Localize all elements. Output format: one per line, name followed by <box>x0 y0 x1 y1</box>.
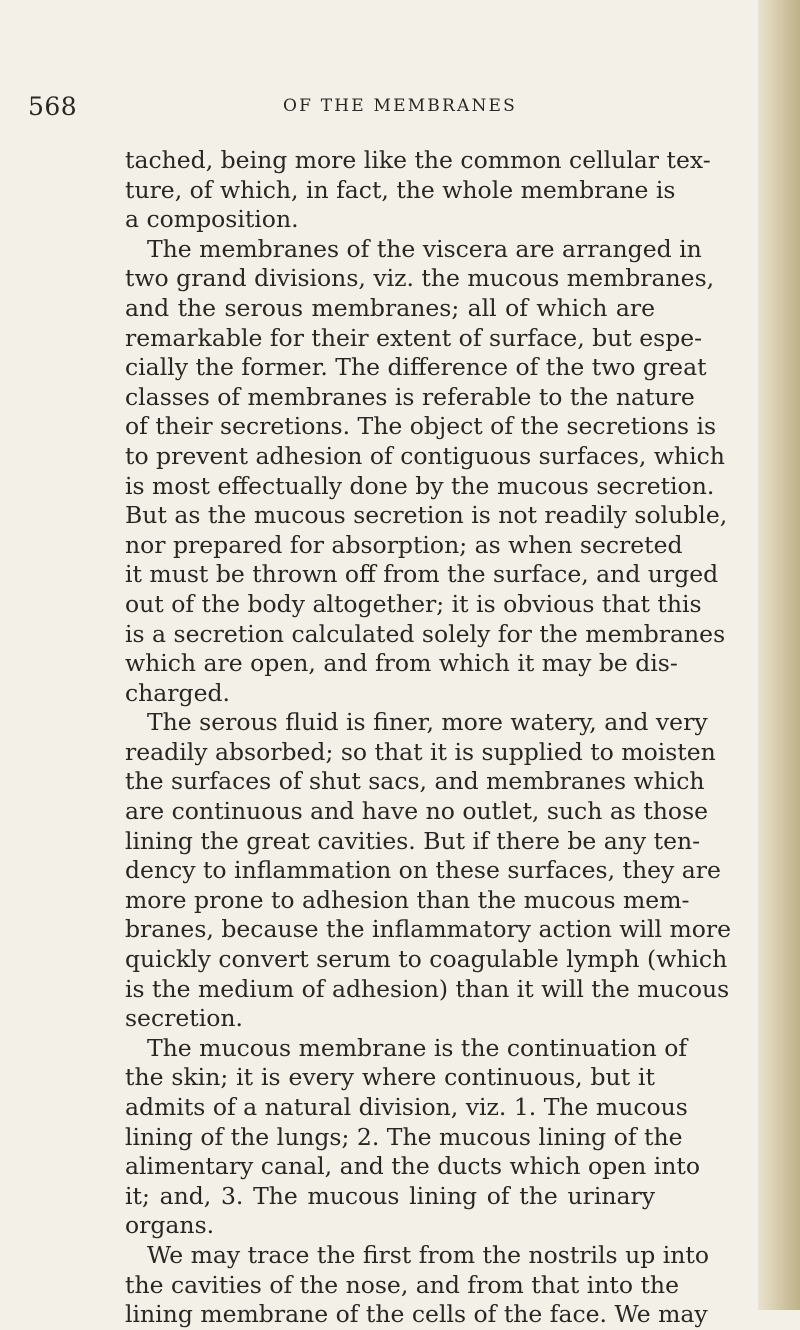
text-line: admits of a natural division, viz. 1. The mucous <box>125 1093 688 1121</box>
text-line: cially the former. The difference of the two great <box>125 353 707 382</box>
text-line: organs. <box>125 1211 215 1240</box>
text-line: out of the body altogether; it is obvious that this <box>125 589 702 618</box>
text-line: nor prepared for absorption; as when secreted <box>125 530 683 559</box>
page-edge-shadow <box>758 0 800 1310</box>
text-line: The mucous membrane is the continuation of <box>147 1033 688 1062</box>
text-line: lining of the lungs; 2. The mucous lining of the <box>125 1122 683 1151</box>
text-line: of their secretions. The object of the secretions is <box>125 412 717 441</box>
text-line: quickly convert serum to coagulable lymph (which <box>125 945 728 974</box>
text-line: ture, of which, in fact, the whole membrane is <box>125 175 676 204</box>
text-line: dency to inflammation on these surfaces, they are <box>125 856 721 885</box>
text-line: is the medium of adhesion) than it will the mucous <box>125 974 730 1003</box>
text-line: lining membrane of the cells of the face. We may <box>125 1300 708 1329</box>
text-line: charged. <box>125 678 231 707</box>
text-line: classes of membranes is referable to the nature <box>125 382 695 411</box>
text-line: The serous fluid is finer, more watery, and very <box>147 708 708 737</box>
text-line: and the serous membranes; all of which are <box>125 293 655 322</box>
text-line: tached, being more like the common cellular tex- <box>125 146 711 174</box>
text-line: two grand divisions, viz. the mucous membranes, <box>125 264 715 293</box>
text-line: more prone to adhesion than the mucous mem- <box>125 885 690 914</box>
text-line: is most effectually done by the mucous secretion. <box>125 471 715 500</box>
text-line: The membranes of the viscera are arranged in <box>147 234 702 263</box>
text-line: a composition. <box>125 205 299 234</box>
text-line: branes, because the inflammatory action will more <box>125 915 732 944</box>
text-line: the skin; it is every where continuous, but it <box>125 1063 655 1092</box>
text-line: alimentary canal, and the ducts which open into <box>125 1152 700 1181</box>
text-line: readily absorbed; so that it is supplied to moisten <box>125 737 716 766</box>
text-line: it must be thrown off from the surface, and urged <box>125 560 719 589</box>
text-line: lining the great cavities. But if there be any ten- <box>125 826 701 855</box>
text-line: the cavities of the nose, and from that into the <box>125 1270 679 1299</box>
text-line: We may trace the first from the nostrils up into <box>147 1240 709 1269</box>
text-line: to prevent adhesion of contiguous surfaces, which <box>125 441 725 470</box>
text-line: it; and, 3. The mucous lining of the urinary <box>125 1181 655 1210</box>
text-line: are continuous and have no outlet, such as those <box>125 797 709 826</box>
text-line: the surfaces of shut sacs, and membranes which <box>125 767 705 796</box>
text-line: But as the mucous secretion is not readily soluble, <box>125 501 728 530</box>
running-head: OF THE MEMBRANES <box>282 96 518 116</box>
body-text <box>125 146 732 1330</box>
page-number: 568 <box>28 92 78 121</box>
text-line: is a secretion calculated solely for the membranes <box>125 619 726 648</box>
text-line: secretion. <box>125 1004 243 1033</box>
text-line: remarkable for their extent of surface, but espe- <box>125 323 703 352</box>
text-line: which are open, and from which it may be dis- <box>125 649 678 678</box>
